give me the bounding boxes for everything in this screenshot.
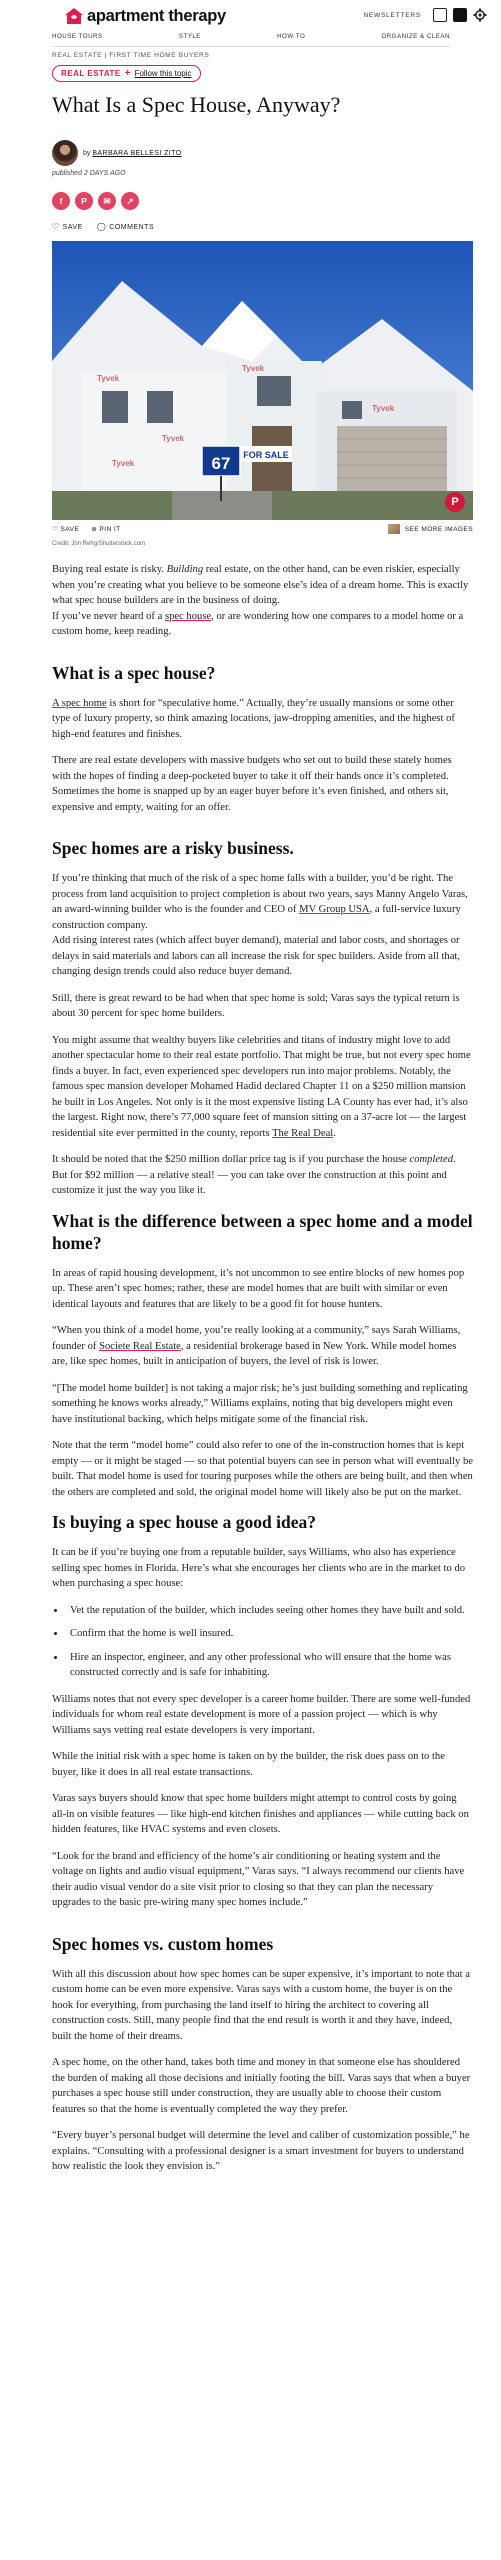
house-under-construction-illustration (52, 241, 473, 520)
comments-label: COMMENTS (109, 224, 155, 231)
hero-image[interactable] (52, 241, 473, 520)
paragraph: “When you think of a model home, you’re really looking at a community,” says Sarah Williams, founder of Societe Real Estate, a residential brokerage based in New York. While model homes are, like spec homes, built in anticipation of buyers, the level of risk is lower. (52, 1325, 461, 1367)
article-body (52, 562, 473, 2186)
facebook-share-icon[interactable]: f (52, 192, 70, 210)
save-button[interactable] (52, 222, 83, 231)
copy-link-icon[interactable]: ↗ (121, 192, 139, 210)
paragraph: “[The model home builder] is not taking a major risk; he’s just building something and replicating something he knows works already,” Williams explains, noting that big developers might even have institutional backing, which helps mitigate some of the financial risk. (52, 1382, 468, 1425)
heart-icon: ♡ (52, 222, 60, 231)
settings-gear-icon[interactable] (473, 8, 487, 22)
paragraph: “Every buyer’s personal budget will determine the level and caliber of customization possible,” he explains. “Consulting with a professional designer is a smart investment for buyers to understand how realistic the look they envision is.” (52, 2130, 470, 2172)
svg-text:Tyvek: Tyvek (162, 434, 185, 443)
paragraph: If you’ve never heard of a spec house, or are wondering how one compares to a model home or a custom home, keep reading. (52, 610, 464, 637)
paragraph: It should be noted that the $250 million dollar price tag is if you purchase the house completed. But for $92 million — a relative steal! — you can take over the construction at this point and customize it just the way you like it. (52, 1154, 456, 1196)
svg-text:Tyvek: Tyvek (97, 374, 120, 383)
section-heading: Is buying a spec house a good idea? (52, 1512, 317, 1532)
paragraph: In areas of rapid housing development, it’s not uncommon to see entire blocks of new homes pop up. These aren’t spec homes; rather, these are model homes that are built with similar or even identical layouts and features that are likely to be a good fit for house hunters. (52, 1267, 465, 1310)
paragraph: With all this discussion about how spec homes can be super expensive, it’s important to note that a custom home can be even more expensive. Varas says with a custom home, the buyer is on the hook for everything, from purchasing the land itself to hiring the architect to covering all construction costs. Still, many people find that the end result is worth it and they have, indeed, built the home of their dreams. (52, 1968, 470, 2042)
paragraph: If you’re thinking that much of the risk of a spec home falls with a builder, you’d be right. The process from land acquisition to project completion is about two years, says Manny Angelo Varas, an award-winning builder who is the founder and CEO of MV Group USA, a full-service luxury construction company. (52, 873, 468, 931)
tips-list (66, 1603, 473, 1681)
gallery-thumbnail-icon (388, 524, 400, 534)
paragraph: There are real estate developers with massive budgets who set out to build these stately homes with the hopes of finding a deep-pocketed buyer to take it off their hands once it’s completed. Sometimes the home is snapped up by an eager buyer before it’s even finished, and others sit, expensive and empty, waiting for an offer. (52, 755, 452, 813)
paragraph: Williams notes that not every spec developer is a career home builder. There are some well-funded individuals for whom real estate development is more of a passion project — which is why Williams says vetting real estate developers is very important. (52, 1693, 471, 1736)
published-date: published 2 DAYS AGO (52, 170, 126, 177)
the-real-deal-link[interactable]: The Real Deal (272, 1127, 334, 1139)
paragraph: Varas says buyers should know that spec home builders might attempt to control costs by going all-in on visible features — like high-end kitchen finishes and appliances — while cutting back on hidden features, like HVAC systems and even closets. (52, 1793, 469, 1835)
author-avatar[interactable] (52, 140, 78, 166)
nav-how-to[interactable]: HOW TO (277, 33, 306, 40)
page-title: What Is a Spec House, Anyway? (52, 92, 341, 117)
spec-home-link[interactable]: A spec home (52, 697, 107, 709)
section-heading: Spec homes are a risky business. (52, 838, 294, 858)
for-sale-sign: FOR SALE (243, 450, 289, 460)
pin-it-label: PIN IT (99, 526, 121, 533)
follow-topic-link[interactable]: Follow this topic (134, 69, 192, 78)
svg-text:Tyvek: Tyvek (242, 364, 265, 373)
image-save-button[interactable]: ♡ SAVE (52, 526, 80, 533)
list-item: • Vet the reputation of the builder, which includes seeing other homes they have built and sold. (66, 1603, 473, 1619)
spec-house-link[interactable]: spec house (164, 610, 212, 622)
paragraph: You might assume that wealthy buyers like celebrities and titans of industry might love to add another spectacular home to their real estate portfolio. That might be true, but not every spec home finds a buyer. In fact, even experienced spec developers run into major problems. Notably, the famous spec mansion developer Mohamed Hadid declared Chapter 11 on a $250 million mansion he built in Los Angeles. Not only is it the most expensive listing LA County has ever had, it’s also the largest. Right now, there’s 77,000 square feet of mansion sitting on a 37-acre lot — the largest residential site ever permitted in the county, reports The Real Deal. (52, 1034, 471, 1139)
image-credit: Credit: Jon Rehg/Shutterstock.com (52, 541, 146, 547)
byline-text (83, 150, 182, 157)
account-icon[interactable] (453, 8, 467, 22)
paragraph: Add rising interest rates (which affect buyer demand), material and labor costs, and shortages or delays in said materials and labors can all increase the risk for spec builders. Aside from all that, changing design trends could also reduce buyer demand. (52, 935, 461, 977)
paragraph: A spec home is short for “speculative home.” Actually, they’re usually mansions or some other type of luxury property, so think amazing locations, jaw-dropping amenities, and the highest of high-end features and finishes. (52, 697, 455, 740)
bookmark-icon[interactable] (433, 8, 447, 22)
site-header (0, 0, 501, 32)
paragraph: A spec home, on the other hand, takes both time and money in that someone else has shouldered the burden of making all those decisions and initially footing the bill. Varas says that when a buyer purchases a spec house still under construction, they are usually able to choose their custom features so that the home is eventually completed the way they prefer. (52, 2057, 471, 2115)
section-heading: What is the difference between a spec home and a model home? (52, 1210, 473, 1253)
sign-number: 67 (211, 454, 231, 473)
plus-icon: + (124, 68, 131, 79)
nav-style[interactable]: STYLE (178, 33, 201, 40)
share-buttons (52, 192, 139, 210)
nav-divider (52, 46, 450, 47)
pin-it-button[interactable]: ⊕ PIN IT (91, 526, 121, 533)
paragraph: Still, there is great reward to be had when that spec home is sold; Varas says the typical return is about 30 percent for spec home builders. (52, 992, 460, 1019)
header-tools (363, 8, 487, 22)
image-toolbar (52, 524, 473, 534)
section-heading: Spec homes vs. custom homes (52, 1933, 274, 1954)
nav-organize-clean[interactable]: ORGANIZE & CLEAN (381, 33, 450, 40)
follow-topic-pill[interactable] (52, 65, 201, 82)
svg-text:Tyvek: Tyvek (112, 459, 135, 468)
brand-name: apartment therapy (87, 6, 226, 25)
comments-button[interactable] (97, 222, 154, 231)
list-item: • Confirm that the home is well insured. (66, 1626, 473, 1642)
author-link[interactable]: BARBARA BELLESI ZITO (92, 149, 182, 157)
comment-bubble-icon: ◯ (96, 222, 107, 231)
image-save-label: SAVE (60, 526, 80, 533)
paragraph: Note that the term “model home” could also refer to one of the in-construction homes that is kept empty — or it might be staged — so that potential buyers can see in person what will eventually be built. That model home is used for touring purposes while the others are being built, and then when the others are completed and sold, the original model home will likely also be put on the market. (52, 1440, 474, 1498)
see-more-images-button[interactable] (388, 524, 473, 534)
section-heading: What is a spec house? (52, 662, 216, 683)
article-actions (52, 222, 154, 231)
by-label: by (83, 149, 91, 157)
save-label: SAVE (62, 224, 83, 231)
logo-house-icon (64, 7, 84, 25)
svg-text:Tyvek: Tyvek (372, 404, 395, 413)
newsletters-link[interactable]: NEWSLETTERS (363, 11, 421, 19)
brand-logo[interactable] (64, 7, 226, 26)
breadcrumb[interactable]: REAL ESTATE | FIRST TIME HOME BUYERS (52, 52, 210, 59)
email-share-icon[interactable]: ✉ (98, 192, 116, 210)
main-nav (52, 33, 450, 47)
paragraph: While the initial risk with a spec home is taken on by the builder, the risk does pass on to the buyer, like it does in all real estate transactions. (52, 1751, 445, 1778)
paragraph: It can be if you’re buying one from a reputable builder, says Williams, who also has experience selling spec homes in Florida. Here’s what she encourages her clients who are in the market to do when purchasing a spec house: (52, 1547, 466, 1589)
paragraph: “Look for the brand and efficiency of the home’s air conditioning or heating system and the voltage on lights and audio visual equipment,” Varas says. “I always recommend our clients have their audio visual vendor do a site visit prior to closing so that they can plan the necessary upgrades to the basic pre-wiring many spec homes include.” (52, 1850, 465, 1908)
paragraph: Buying real estate is risky. Building real estate, on the other hand, can be even riskier, especially when you’re creating what you believe to be someone else’s idea of a dream home. This is exactly what spec house builders are in the business of doing. (52, 564, 469, 606)
topic-name: REAL ESTATE (61, 69, 121, 78)
pinterest-share-icon[interactable]: P (75, 192, 93, 210)
author-byline (52, 140, 182, 166)
societe-real-estate-link[interactable]: Societe Real Estate (99, 1340, 181, 1352)
pinterest-save-icon[interactable]: P (445, 492, 465, 512)
nav-house-tours[interactable]: HOUSE TOURS (52, 33, 103, 40)
mv-group-link[interactable]: MV Group USA (299, 904, 370, 915)
see-more-images-label: SEE MORE IMAGES (404, 525, 473, 533)
list-item: • Hire an inspector, engineer, and any other professional who will ensure that the home was constructed correctly and is safe for inhabiting. (66, 1650, 473, 1681)
